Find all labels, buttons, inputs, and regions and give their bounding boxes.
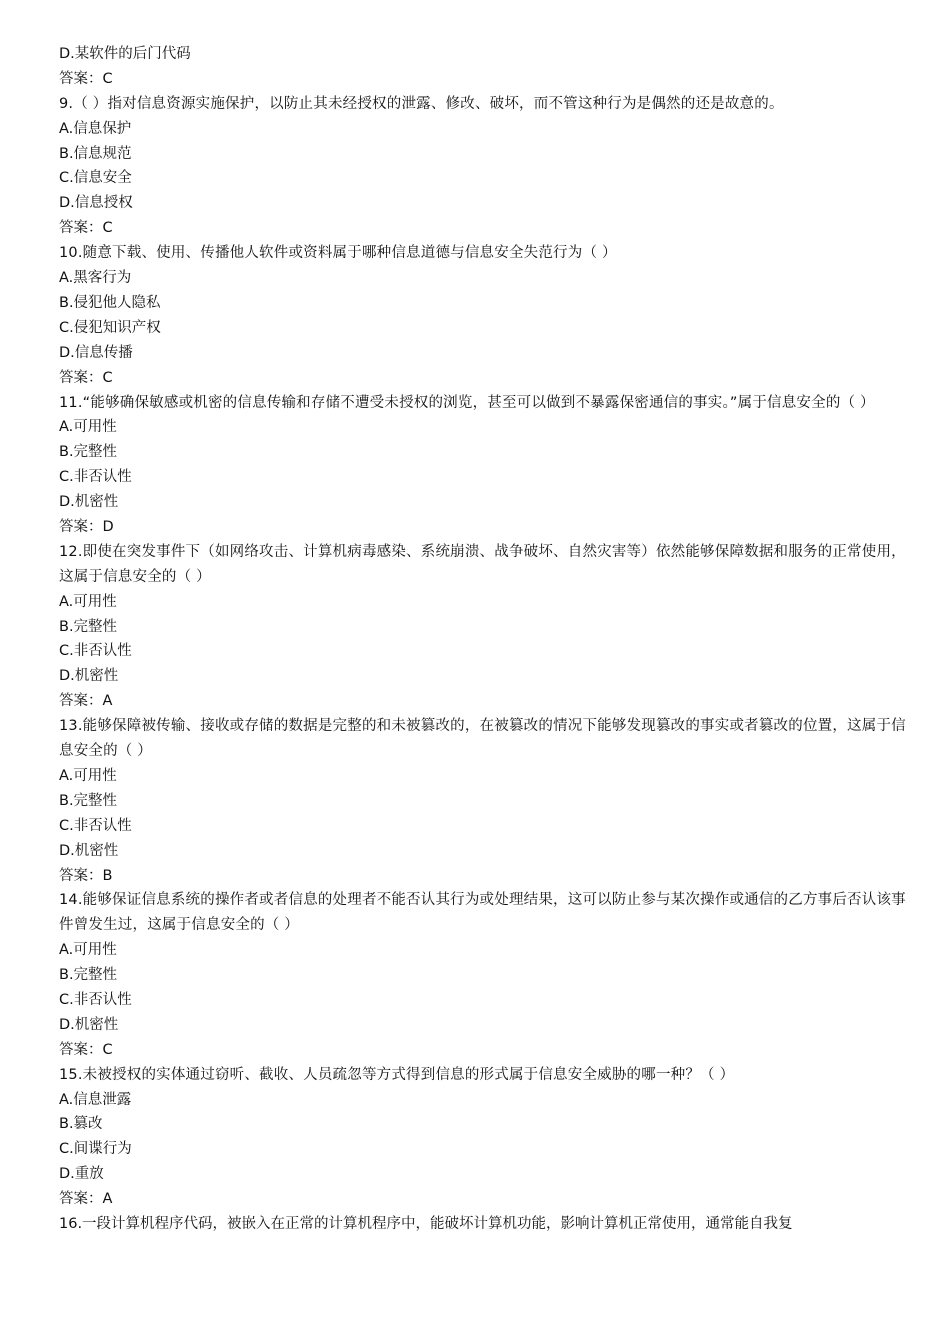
question-10 <box>59 241 909 390</box>
question-14 <box>59 888 909 1062</box>
option-b: B.信息规范 <box>59 145 132 162</box>
option-c: C.非否认性 <box>59 469 132 486</box>
option-d: D.机密性 <box>59 494 119 511</box>
answer-line: 答案：A <box>59 1191 113 1208</box>
option-a: A.信息泄露 <box>59 1091 132 1108</box>
question-stem: 12.即使在突发事件下（如网络攻击、计算机病毒感染、系统崩溃、战争破坏、自然灾害等）依然能够保障数据和服务的正常使用，这属于信息安全的（ ） <box>59 543 906 585</box>
option-c: C.非否认性 <box>59 643 132 660</box>
question-12 <box>59 540 909 714</box>
answer-line: 答案：B <box>59 867 113 884</box>
answer-line: 答案：C <box>59 1041 113 1058</box>
answer-line: 答案：C <box>59 220 113 237</box>
option-d: D.重放 <box>59 1166 104 1183</box>
document-page <box>59 42 909 1237</box>
option-c: C.间谍行为 <box>59 1141 132 1158</box>
option-b: B.完整性 <box>59 618 118 635</box>
question-stem: 9.（ ）指对信息资源实施保护，以防止其未经授权的泄露、修改、破坏，而不管这种行为是偶然的还是故意的。 <box>59 95 784 112</box>
leading-block <box>59 42 909 92</box>
question-stem: 10.随意下载、使用、传播他人软件或资料属于哪种信息道德与信息安全失范行为（ ） <box>59 245 617 262</box>
question-stem: 14.能够保证信息系统的操作者或者信息的处理者不能否认其行为或处理结果，这可以防止参与某次操作或通信的乙方事后否认该事件曾发生过，这属于信息安全的（ ） <box>59 892 906 934</box>
option-b: B.完整性 <box>59 444 118 461</box>
answer-line: 答案：C <box>59 70 113 87</box>
question-9 <box>59 92 909 241</box>
option-a: A.可用性 <box>59 593 117 610</box>
answer-line: 答案：A <box>59 693 113 710</box>
option-d: D.机密性 <box>59 668 119 685</box>
question-15 <box>59 1063 909 1212</box>
option-c: C.非否认性 <box>59 991 132 1008</box>
trailing-block <box>59 1212 909 1237</box>
answer-line: 答案：C <box>59 369 113 386</box>
option-b: B.侵犯他人隐私 <box>59 294 161 311</box>
option-a: A.可用性 <box>59 767 117 784</box>
option-d: D.机密性 <box>59 842 119 859</box>
option-b: B.篡改 <box>59 1116 103 1133</box>
option-b: B.完整性 <box>59 792 118 809</box>
option-c: C.侵犯知识产权 <box>59 319 161 336</box>
option-d: D.机密性 <box>59 1016 119 1033</box>
option-d: D.信息授权 <box>59 195 133 212</box>
question-16-stem: 16.一段计算机程序代码，被嵌入在正常的计算机程序中，能破坏计算机功能，影响计算机正常使用，通常能自我复 <box>59 1216 793 1233</box>
option-c: C.信息安全 <box>59 170 132 187</box>
option-d: D.信息传播 <box>59 344 133 361</box>
question-13 <box>59 714 909 888</box>
option-a: A.黑客行为 <box>59 270 132 287</box>
answer-line: 答案：D <box>59 518 114 535</box>
option-a: A.可用性 <box>59 942 117 959</box>
question-stem: 13.能够保障被传输、接收或存储的数据是完整的和未被篡改的，在被篡改的情况下能够发现篡改的事实或者篡改的位置，这属于信息安全的（ ） <box>59 718 906 760</box>
option-a: A.信息保护 <box>59 120 132 137</box>
option-b: B.完整性 <box>59 967 118 984</box>
question-stem: 15.未被授权的实体通过窃听、截收、人员疏忽等方式得到信息的形式属于信息安全威胁的哪一种？（ ） <box>59 1066 735 1083</box>
option-a: A.可用性 <box>59 419 117 436</box>
question-stem: 11.“能够确保敏感或机密的信息传输和存储不遭受未授权的浏览，甚至可以做到不暴露保密通信的事实。”属于信息安全的（ ） <box>59 394 875 411</box>
option-c: C.非否认性 <box>59 817 132 834</box>
option-line: D.某软件的后门代码 <box>59 46 191 62</box>
question-11 <box>59 391 909 540</box>
